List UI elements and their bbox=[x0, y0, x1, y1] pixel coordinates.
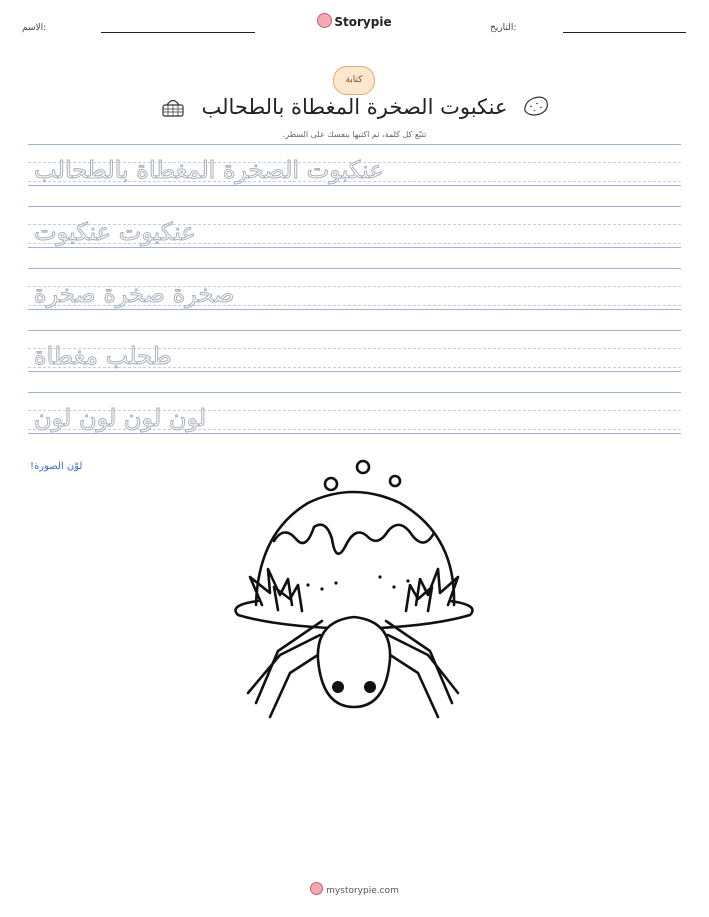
trace-text: لون لون لون لون bbox=[34, 404, 207, 432]
name-line[interactable] bbox=[101, 32, 255, 33]
storypie-logo-icon bbox=[310, 882, 323, 895]
brand-name: Storypie bbox=[334, 15, 392, 29]
date-label: التاريخ: bbox=[490, 23, 517, 33]
date-line[interactable] bbox=[563, 32, 686, 33]
trace-text: عنكبوت الصخرة المغطاة بالطحالب bbox=[34, 156, 384, 184]
tracing-row[interactable] bbox=[28, 330, 681, 392]
tracing-row[interactable] bbox=[28, 206, 681, 268]
coloring-instruction: لوّن الصورة! bbox=[30, 461, 83, 472]
tracing-row[interactable] bbox=[28, 268, 681, 330]
footer bbox=[0, 882, 709, 896]
activity-badge: كتابة bbox=[333, 66, 375, 95]
name-label: الاسم: bbox=[22, 23, 47, 33]
trace-text: صخرة صخرة صخرة bbox=[34, 280, 235, 308]
tracing-row[interactable] bbox=[28, 144, 681, 206]
instructions: تتبّع كل كلمة، ثم اكتبها بنفسك على السطر. bbox=[282, 130, 427, 139]
tracing-row[interactable] bbox=[28, 392, 681, 454]
footer-url[interactable]: mystorypie.com bbox=[326, 886, 399, 896]
spider-coloring-illustration[interactable] bbox=[218, 455, 490, 745]
storypie-logo-icon bbox=[317, 13, 332, 28]
trace-text: طحلب مغطاة bbox=[34, 342, 172, 370]
page-title: عنكبوت الصخرة المغطاة بالطحالب bbox=[201, 95, 508, 119]
rock-icon bbox=[522, 93, 550, 119]
trace-text: عنكبوت عنكبوت bbox=[34, 218, 196, 246]
brand-logo bbox=[0, 13, 709, 29]
